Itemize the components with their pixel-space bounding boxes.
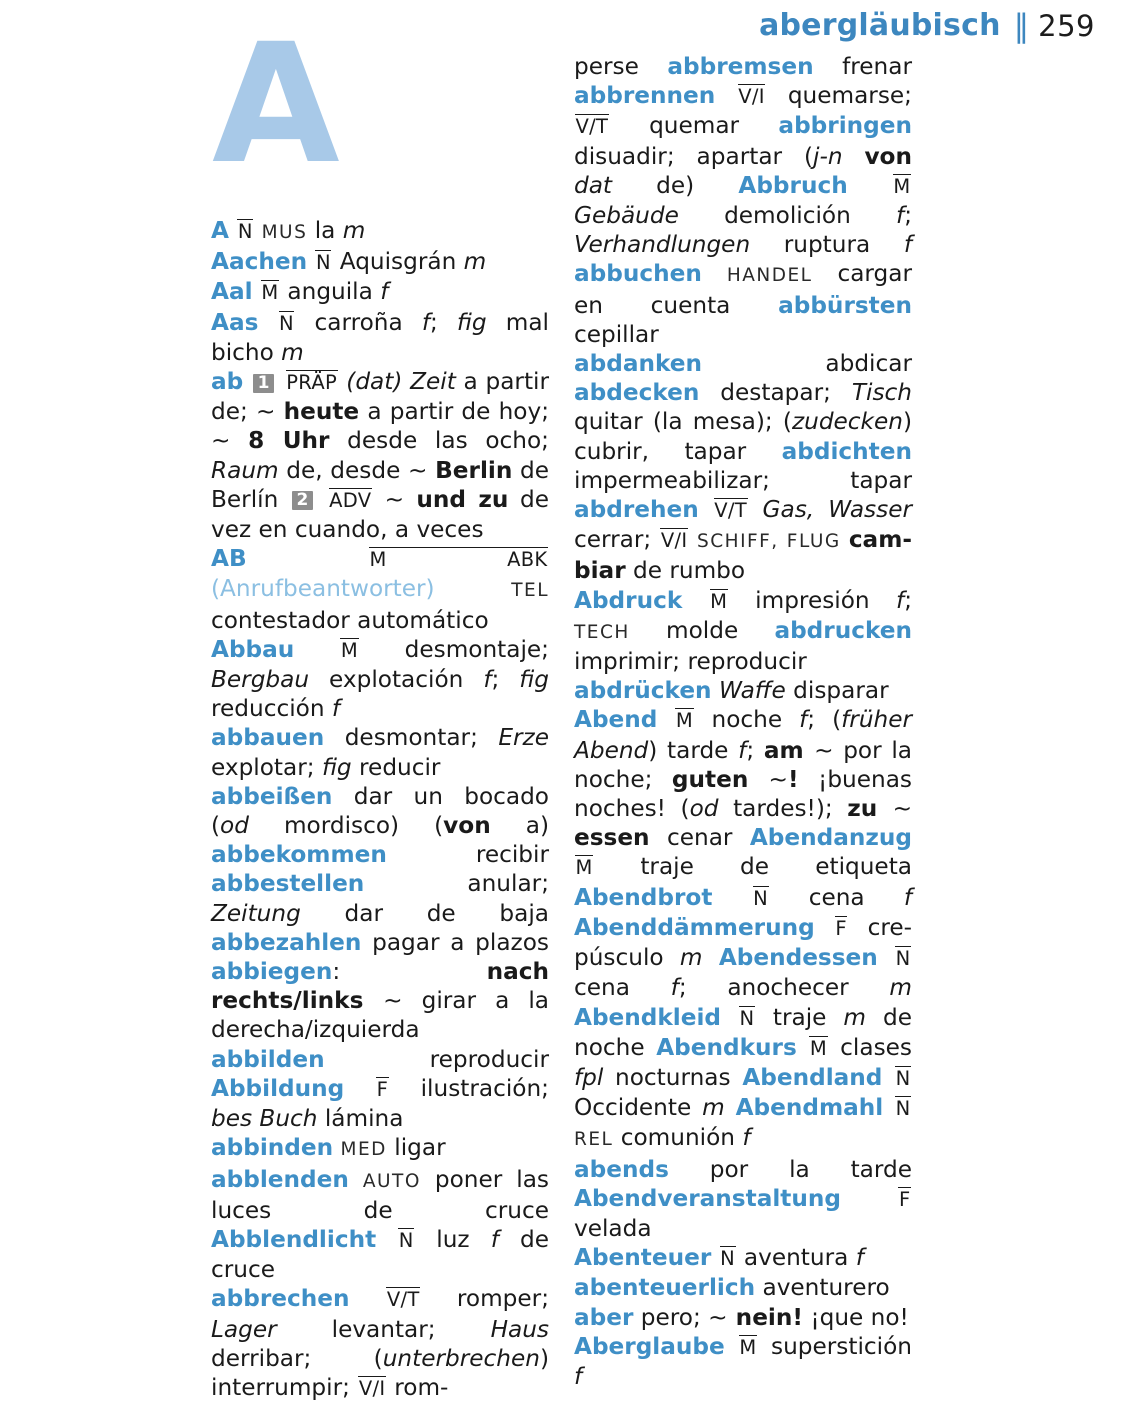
context-note: Waffe <box>718 677 786 705</box>
gender-note: f <box>421 308 430 336</box>
domain-label: REL <box>574 1129 614 1151</box>
guide-word: abergläubisch <box>759 8 1001 43</box>
running-head-separator-icon: ‖ <box>1013 7 1028 44</box>
verb-marker: V/T <box>575 115 609 139</box>
translation: velada <box>574 1214 652 1242</box>
headword: abdichten <box>781 437 912 465</box>
entry-Aachen <box>211 247 549 277</box>
domain-label: TECH <box>574 621 630 643</box>
headword: Abendmahl <box>735 1094 884 1122</box>
translation: Aquisgrán <box>339 248 457 276</box>
gender-marker: M <box>809 1036 828 1060</box>
headword: Aal <box>211 278 253 306</box>
translation: por la tarde <box>709 1155 912 1183</box>
gender-marker: F <box>835 916 847 940</box>
translation: cepillar <box>574 320 659 348</box>
entry-A <box>211 216 549 247</box>
gender-marker: M <box>575 856 593 880</box>
context-note: Gebäude <box>574 202 679 230</box>
headword: abbauen <box>211 724 325 752</box>
headword: Aas <box>211 308 259 336</box>
entry-AB <box>211 544 549 635</box>
entry-abbrechen-continuation: perse abbremsen frenar abbrennen V/I quemarse; V/T quemar abbringen disuadir; apartar (j-n von dat de) Abbruch M Gebäude demolición f; Verhandlungen ruptura f abbuchen HANDEL cargar en cuenta abbürsten cepillar <box>574 53 913 348</box>
gender-note: m <box>281 338 304 366</box>
gender-marker: M <box>710 589 728 613</box>
verb-marker: V/T <box>714 499 748 523</box>
domain-label: AUTO <box>362 1170 421 1192</box>
context-note: Bergbau <box>211 666 310 694</box>
entry-abends <box>574 1155 912 1244</box>
entry-abbinden <box>211 1133 549 1164</box>
context-note: Raum <box>211 456 279 484</box>
gender-note: m <box>342 217 366 244</box>
gender-marker: M <box>340 638 359 662</box>
headword: Abblendlicht <box>211 1225 377 1253</box>
headword: Abend <box>574 706 658 734</box>
context-note: Tisch <box>851 379 912 407</box>
translation: frenar <box>842 53 912 80</box>
context-note: Lager <box>211 1315 277 1343</box>
entry-abbeissen: abbeißen dar un bocado (od mordisco) (von a) abbekommen recibir abbestellen anular; Zeitung dar de baja abbezahlen pagar a plazos abbiegen: nach rechts/links ~ girar a la derecha/izquierda <box>211 782 549 1044</box>
headword: abbiegen <box>211 958 333 986</box>
usage-label: fig <box>456 308 487 336</box>
headword: Abendessen <box>718 944 878 972</box>
context-note: Verhandlungen <box>574 231 751 259</box>
gender-marker: N <box>720 1247 736 1271</box>
entry-abdanken: abdanken abdicar abdecken destapar; Tisch quitar (la mesa); (zudecken) cubrir, tapar abdichten impermeabilizar; tapar abdrehen V/T Gas, Wasser cerrar; V/I SCHIFF, FLUG cambiar de rumbo <box>574 350 913 585</box>
gender-marker: N <box>895 947 911 971</box>
gender-marker: N <box>398 1228 414 1252</box>
context-note: Zeit <box>410 368 456 396</box>
verb-marker: V/I <box>660 529 688 553</box>
gender-marker: M <box>261 281 279 305</box>
headword: Abbruch <box>738 171 848 199</box>
translation: ligar <box>394 1134 446 1162</box>
headword: Abendveranstaltung <box>574 1184 841 1212</box>
translation: la <box>314 217 336 244</box>
sense-number: 1 <box>253 374 274 393</box>
headword: Abendkleid <box>574 1003 722 1031</box>
runover-text: perse <box>574 53 639 80</box>
headword: Abendbrot <box>574 883 713 911</box>
headword: Abdruck <box>574 586 683 614</box>
headword: abdecken <box>574 379 700 407</box>
entry-aber: aber pero; ~ nein! ¡que no! <box>574 1303 909 1331</box>
abbreviation-expansion: (Anrufbeantworter) <box>211 575 435 603</box>
headword: Abendkurs <box>656 1033 797 1061</box>
gender-marker: N <box>895 1066 911 1090</box>
translation: abdicar <box>825 350 912 378</box>
headword: AB <box>211 545 247 573</box>
headword: abdrücken <box>574 677 712 705</box>
gender-marker: N <box>279 311 294 335</box>
running-head <box>0 4 1095 48</box>
sense-number: 2 <box>292 491 313 510</box>
headword: abbeißen <box>211 782 333 810</box>
headword: Abbau <box>211 635 295 663</box>
translation: anguila <box>287 278 373 306</box>
gender-marker: M <box>893 174 911 198</box>
headword: abblenden <box>211 1165 349 1193</box>
domain-label: HANDEL <box>726 265 813 287</box>
context-note: bes Buch <box>211 1105 318 1133</box>
domain-label: MED <box>340 1139 387 1161</box>
headword: abbuchen <box>574 260 702 288</box>
headword: abbrennen <box>574 82 716 110</box>
entry-Aal <box>211 277 549 307</box>
headword: abdrehen <box>574 496 699 524</box>
headword: Abenddämmerung <box>574 913 815 941</box>
headword: abbremsen <box>667 53 814 80</box>
gender-marker: M <box>675 709 694 733</box>
headword: abbezahlen <box>211 928 362 956</box>
case-note: (dat) <box>346 368 403 396</box>
gender-abbrev-marker: M ABK <box>369 548 548 572</box>
usage-label: fig <box>519 666 549 694</box>
entry-abbilden: abbilden reproducir Abbildung F ilustración; bes Buch lámina <box>211 1045 549 1133</box>
entry-abbauen: abbauen desmontar; Erze explotar; fig reducir <box>211 724 549 781</box>
headword: abbekommen <box>211 841 387 869</box>
headword: abdrucken <box>774 616 912 644</box>
gender-marker: N <box>895 1097 911 1121</box>
entry-Aberglaube: Aberglaube M superstición f <box>574 1332 912 1390</box>
context-note: Gas, Wasser <box>762 496 913 524</box>
headword: abbringen <box>778 112 912 140</box>
headword: abbestellen <box>211 870 365 898</box>
entry-Aas: Aas N carroña f; fig mal bicho m <box>211 308 549 366</box>
entry-abbrechen: abbrechen V/T romper; Lager levantar; Haus derribar; (unterbrechen) interrumpir; V/I rom- <box>211 1285 550 1401</box>
headword: abbilden <box>211 1045 325 1073</box>
gender-marker: N <box>753 886 769 910</box>
gender-marker: F <box>376 1077 389 1101</box>
entry-abblenden: abblenden AUTO poner las luces de cruce Abblendlicht N luz f de cruce <box>211 1165 549 1284</box>
headword: ab <box>211 368 244 396</box>
entry-Abenteuer: Abenteuer N aventura f <box>574 1244 864 1272</box>
part-of-speech-marker: ADV <box>329 488 372 512</box>
verb-marker: V/I <box>738 85 765 109</box>
verb-marker: V/T <box>386 1288 420 1312</box>
gender-marker: F <box>898 1187 911 1211</box>
context-note: Erze <box>498 724 549 752</box>
headword: Abenteuer <box>574 1244 712 1272</box>
context-note: Haus <box>490 1315 549 1343</box>
usage-label: fig <box>321 753 352 781</box>
verb-marker: V/I <box>358 1376 386 1400</box>
gender-note: m <box>463 248 487 276</box>
headword: Aachen <box>211 248 308 276</box>
column-right <box>574 52 912 1391</box>
part-of-speech-marker: PRÄP <box>286 371 338 395</box>
gender-marker: N <box>237 220 253 243</box>
headword: abends <box>574 1155 669 1183</box>
entry-abdruecken: abdrücken Waffe disparar <box>574 677 889 705</box>
translation: recibir <box>475 841 549 869</box>
entry-ab: ab 1 PRÄP (dat) Zeit a partir de; ~ heute a partir de hoy; ~ 8 Uhr desde las ocho; Raum de, desde ~ Berlin de Berlín 2 ADV ~ und zu de vez en cuando, a veces <box>211 368 550 544</box>
drop-initial-letter: A <box>212 8 340 200</box>
translation: contestador automático <box>211 606 489 634</box>
headword: abbürsten <box>778 291 912 319</box>
headword: aber <box>574 1303 634 1331</box>
domain-label: MUS <box>261 222 308 243</box>
page-number: 259 <box>1038 8 1095 43</box>
headword: abbrechen <box>211 1285 350 1313</box>
headword: A <box>211 217 229 244</box>
headword: abdanken <box>574 350 703 378</box>
column-left <box>211 216 549 1403</box>
gender-note: f <box>380 278 389 306</box>
entry-Abbau: Abbau M desmontaje; Bergbau explotación f; fig reducción f <box>211 635 549 723</box>
headword: abbinden <box>211 1134 334 1162</box>
domain-label: SCHIFF, FLUG <box>697 531 841 553</box>
domain-label: TEL <box>511 580 549 602</box>
headword: Abbildung <box>211 1074 345 1102</box>
entry-abenteuerlich <box>574 1273 912 1302</box>
context-note: Zeitung <box>211 899 301 927</box>
headword: Abendland <box>742 1063 883 1091</box>
headword: Aberglaube <box>574 1332 725 1360</box>
headword: abenteuerlich <box>574 1274 756 1302</box>
translation: aventurero <box>762 1274 890 1302</box>
gender-marker: N <box>315 251 331 275</box>
entry-Abend: Abend M noche f; (früher Abend) tarde f; am ~ por la noche; guten ~! ¡buenas noches! (od tardes!); zu ~ essen cenar Abendanzug M traje de etiqueta Abendbrot N cena f Abenddämmerung F crepúsculo m Abendessen N cena f; anochecer m Abendkleid N traje m de noche Abendkurs M clases fpl nocturnas Abendland N Occidente m Abendmahl N REL comunión f <box>574 706 913 1152</box>
gender-marker: M <box>739 1335 757 1359</box>
headword: Abendanzug <box>749 824 912 852</box>
gender-marker: N <box>739 1006 755 1030</box>
entry-Abdruck: Abdruck M impresión f; TECH molde abdrucken imprimir; reproducir <box>574 586 913 676</box>
